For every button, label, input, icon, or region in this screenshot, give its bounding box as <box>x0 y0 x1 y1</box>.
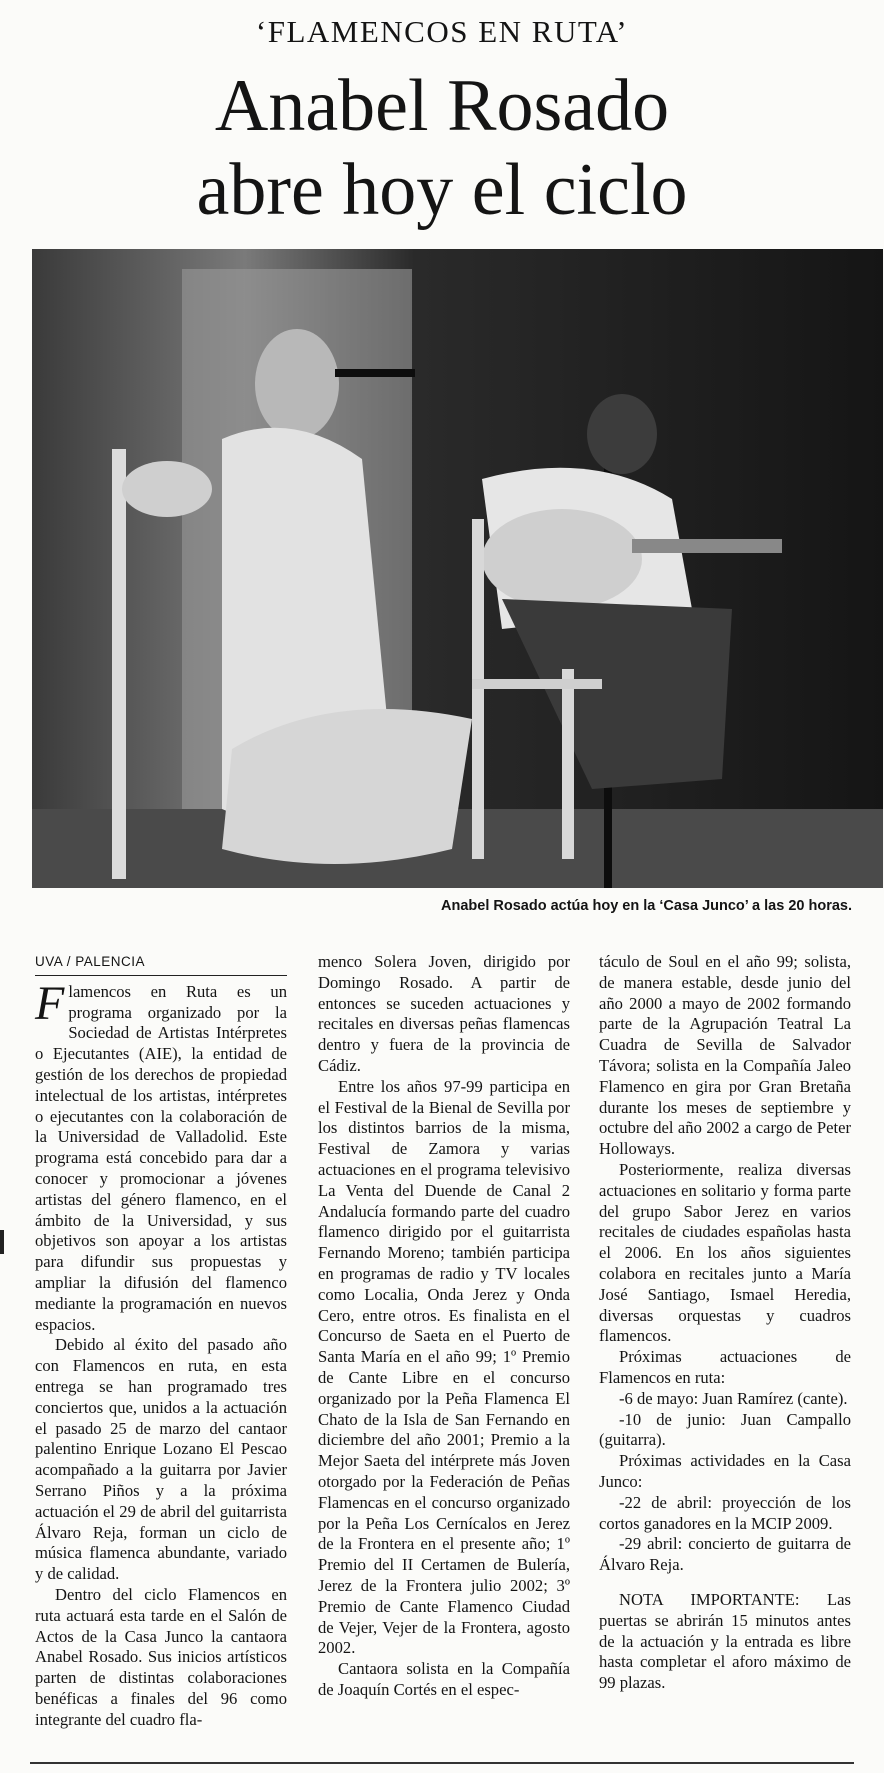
paragraph: -29 abril: concierto de guitarra de Álvaro Reja. <box>599 1534 851 1575</box>
article-column-3 <box>599 952 851 1694</box>
headline-line-1: Anabel Rosado <box>214 65 670 147</box>
article-column-2 <box>318 952 570 1701</box>
headline-line-2: abre hoy el ciclo <box>196 149 688 231</box>
page-edge-mark <box>0 1230 4 1254</box>
drop-cap: F <box>35 976 65 1030</box>
dateline: UVA / PALENCIA <box>35 952 287 976</box>
photo-illustration <box>32 249 883 888</box>
bottom-rule <box>30 1762 854 1764</box>
paragraph: -10 de junio: Juan Campallo (guitarra). <box>599 1409 851 1450</box>
paragraph: Próximas actividades en la Casa Junco: <box>599 1451 851 1491</box>
article-column-1 <box>35 952 287 1730</box>
paragraph: Cantaora solista en la Compañía de Joaquín Cortés en el espec- <box>318 1659 570 1699</box>
paragraph: Dentro del ciclo Flamencos en ruta actuará esta tarde en el Salón de Actos de la Casa Junco la cantaora Anabel Rosado. Sus inicios artísticos parten de distintas colaboraciones benéficas a finales del 96 como integrante del cuadro fla- <box>35 1584 287 1729</box>
paragraph: NOTA IMPORTANTE: Las puertas se abrirán 15 minutos antes de la actuación y la entrada es libre hasta completar el aforo máximo de 99 plazas. <box>599 1589 851 1693</box>
paragraph: Entre los años 97-99 participa en el Festival de la Bienal de Sevilla por los distintos barrios de la misma, Festival de Zamora y varias actuaciones en el programa televisivo La Venta del Duende de Canal 2 Andalucía formando parte del cuadro flamenco dirigido por el guitarrista Fernando Moreno; también participa en programas de radio y TV locales como Localia, Onda Jerez y Onda Cero, entre otros. Es finalista en el Concurso de Saeta en el Puerto de Santa María en el año 99; 1º Premio de Cante Libre en el concurso organizado por la Peña Flamenca El Chato de la Isla de San Fernando en diciembre del año 2001; Premio a la Mejor Saeta del intérprete más Joven otorgado por la Federación de Peñas Flamencas en el concurso organizado por la Peña Los Cernícalos en Jerez de la Frontera en el presente año; 1º Premio del II Certamen de Bulería, Jerez de la Frontera julio 2002; 3º Premio de Cante Flamenco Ciudad de Vejer, Vejer de la Frontera, agosto 2002. <box>318 1076 570 1658</box>
paragraph: Posteriormente, realiza diversas actuaciones en solitario y forma parte del grupo Sabor Jerez en varios recitales de ciudades españolas hasta el 2006. En los años siguientes colabora en recitales junto a María José Santiago, Ismael Heredia, diversas orquestas y cuadros flamencos. <box>599 1159 851 1346</box>
paragraph <box>35 976 287 1336</box>
paragraph-text: lamencos en Ruta es un programa organizado por la Sociedad de Artistas Intérpretes o Ejecutantes (AIE), la entidad de gestión de los derechos de propiedad intelectual de los artistas, intérpretes o ejecutantes con la colaboración de la Universidad de Valladolid. Este programa está concebido para dar a conocer y promocionar a jóvenes artistas del género flamenco, en el ámbito de la Universidad, y sus objetivos son apoyar a los artistas para difundir sus propuestas y ampliar la difusión del flamenco mediante la programación en nuevos espacios. <box>35 981 287 1334</box>
headline <box>0 64 884 232</box>
photo-caption: Anabel Rosado actúa hoy en la ‘Casa Junco’ a las 20 horas. <box>441 898 852 914</box>
paragraph: táculo de Soul en el año 99; solista, de manera estable, desde junio del año 2000 a mayo de 2002 formando parte de la Agrupación Teatral La Cuadra de Sevilla de Salvador Távora; solista en la Compañía Jaleo Flamenco en gira por Gran Bretaña durante los meses de septiembre y octubre del año 2002 a cargo de Peter Holloways. <box>599 952 851 1159</box>
paragraph: Debido al éxito del pasado año con Flamencos en ruta, en esta entrega se han programado tres conciertos que, unidos a la actuación el pasado 25 de marzo del cantaor palentino Enrique Lozano El Pescao acompañado a la guitarra por Javier Serrano Piños y a la próxima actuación el 29 de abril del guitarrista Álvaro Reja, forman un ciclo de música flamenca abundante, variado y de calidad. <box>35 1335 287 1584</box>
paragraph: -22 de abril: proyección de los cortos ganadores en la MCIP 2009. <box>599 1492 851 1533</box>
paragraph: Próximas actuaciones de Flamencos en ruta: <box>599 1347 851 1387</box>
paragraph: menco Solera Joven, dirigido por Domingo Rosado. A partir de entonces se suceden actuaciones y recitales en diversas peñas flamencas dentro y fuera de la provincia de Cádiz. <box>318 952 570 1075</box>
kicker-title: ‘FLAMENCOS EN RUTA’ <box>255 14 629 49</box>
performance-photo <box>32 249 883 888</box>
paragraph: -6 de mayo: Juan Ramírez (cante). <box>619 1388 848 1408</box>
